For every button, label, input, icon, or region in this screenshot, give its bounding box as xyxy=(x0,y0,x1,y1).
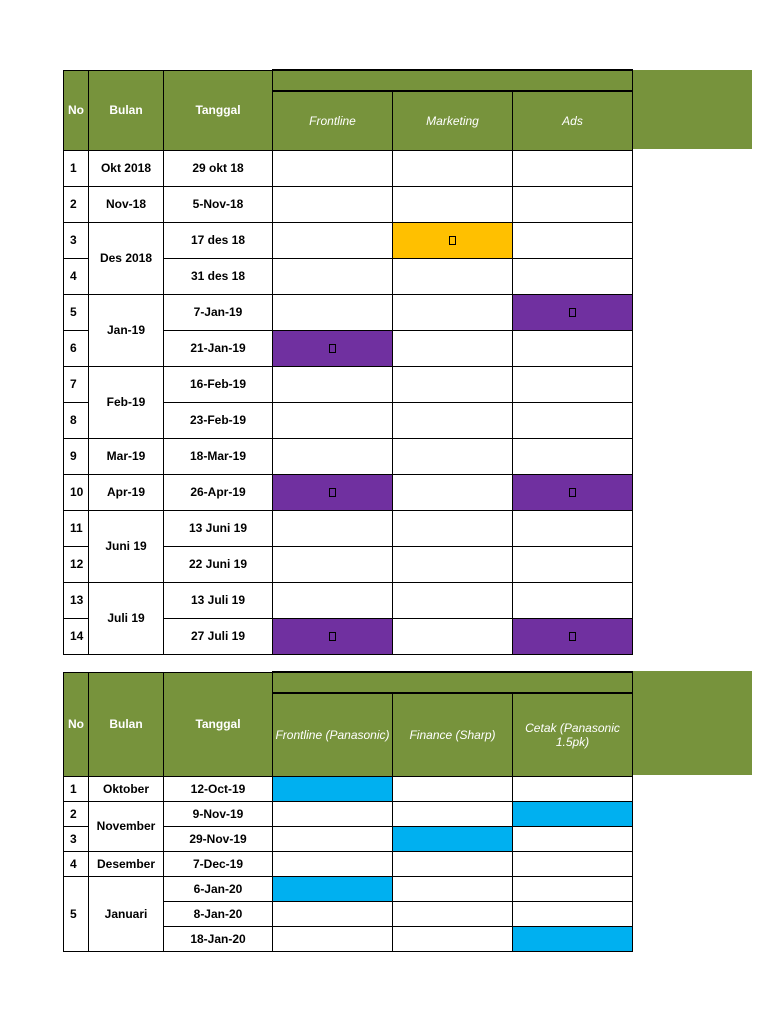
cell-frontline-panasonic xyxy=(273,851,393,876)
row-number: 2 xyxy=(64,801,89,826)
date-cell: 22 Juni 19 xyxy=(164,546,273,582)
scheduled-marker-icon xyxy=(329,488,336,497)
cell-cetak-panasonic xyxy=(513,801,633,826)
cell-finance-sharp xyxy=(393,901,513,926)
col-header-marketing: Marketing xyxy=(393,91,513,150)
cell-ads xyxy=(513,366,633,402)
month-cell: Juli 19 xyxy=(89,582,164,654)
cell-ads xyxy=(513,510,633,546)
cell-marketing xyxy=(393,222,513,258)
cell-frontline-panasonic xyxy=(273,926,393,951)
row-number: 13 xyxy=(64,582,89,618)
col-header-finance-sharp: Finance (Sharp) xyxy=(393,693,513,776)
date-cell: 8-Jan-20 xyxy=(164,901,273,926)
cell-marketing xyxy=(393,546,513,582)
month-cell: November xyxy=(89,801,164,851)
cell-finance-sharp xyxy=(393,801,513,826)
row-number: 3 xyxy=(64,222,89,258)
row-number: 9 xyxy=(64,438,89,474)
cell-finance-sharp xyxy=(393,926,513,951)
row-number: 6 xyxy=(64,330,89,366)
date-cell: 16-Feb-19 xyxy=(164,366,273,402)
month-cell: Feb-19 xyxy=(89,366,164,438)
cell-ads xyxy=(513,222,633,258)
cell-frontline xyxy=(273,150,393,186)
scheduled-marker-icon xyxy=(449,236,456,245)
table-row xyxy=(64,876,633,901)
col-header-no: No xyxy=(64,70,89,150)
date-cell: 7-Dec-19 xyxy=(164,851,273,876)
row-number: 12 xyxy=(64,546,89,582)
cell-cetak-panasonic xyxy=(513,926,633,951)
cell-finance-sharp xyxy=(393,876,513,901)
cell-frontline xyxy=(273,402,393,438)
cell-frontline xyxy=(273,618,393,654)
col-header-no: No xyxy=(64,672,89,776)
schedule-table-2019-2020 xyxy=(63,671,633,952)
schedule-table-2018-2019 xyxy=(63,69,633,655)
date-cell: 13 Juli 19 xyxy=(164,582,273,618)
date-cell: 13 Juni 19 xyxy=(164,510,273,546)
row-number: 8 xyxy=(64,402,89,438)
date-cell: 23-Feb-19 xyxy=(164,402,273,438)
cell-ads xyxy=(513,186,633,222)
cell-marketing xyxy=(393,402,513,438)
cell-marketing xyxy=(393,582,513,618)
date-cell: 21-Jan-19 xyxy=(164,330,273,366)
date-cell: 27 Juli 19 xyxy=(164,618,273,654)
table-row xyxy=(64,222,633,258)
cell-frontline-panasonic xyxy=(273,901,393,926)
month-cell: Jan-19 xyxy=(89,294,164,366)
scheduled-marker-icon xyxy=(329,632,336,641)
cell-marketing xyxy=(393,438,513,474)
col-header-tanggal: Tanggal xyxy=(164,672,273,776)
cell-frontline xyxy=(273,330,393,366)
cell-ads xyxy=(513,258,633,294)
col-header-ads: Ads xyxy=(513,91,633,150)
date-cell: 6-Jan-20 xyxy=(164,876,273,901)
cell-marketing xyxy=(393,618,513,654)
month-cell: Oktober xyxy=(89,776,164,801)
date-cell: 12-Oct-19 xyxy=(164,776,273,801)
scheduled-marker-icon xyxy=(329,344,336,353)
date-cell: 18-Jan-20 xyxy=(164,926,273,951)
month-cell: Mar-19 xyxy=(89,438,164,474)
month-cell: Desember xyxy=(89,851,164,876)
col-header-cetak-panasonic: Cetak (Panasonic 1.5pk) xyxy=(513,693,633,776)
cell-finance-sharp xyxy=(393,776,513,801)
cell-frontline xyxy=(273,438,393,474)
cell-frontline xyxy=(273,510,393,546)
date-cell: 5-Nov-18 xyxy=(164,186,273,222)
table-row xyxy=(64,438,633,474)
month-cell: Des 2018 xyxy=(89,222,164,294)
month-cell: Okt 2018 xyxy=(89,150,164,186)
category-group-header xyxy=(273,70,633,91)
cell-frontline xyxy=(273,294,393,330)
col-header-tanggal: Tanggal xyxy=(164,70,273,150)
cell-marketing xyxy=(393,510,513,546)
cell-frontline xyxy=(273,366,393,402)
date-cell: 31 des 18 xyxy=(164,258,273,294)
cell-marketing xyxy=(393,186,513,222)
cell-marketing xyxy=(393,150,513,186)
cell-marketing xyxy=(393,366,513,402)
cell-ads xyxy=(513,150,633,186)
date-cell: 29-Nov-19 xyxy=(164,826,273,851)
month-cell: Januari xyxy=(89,876,164,951)
table-row xyxy=(64,150,633,186)
table-row xyxy=(64,510,633,546)
month-cell: Apr-19 xyxy=(89,474,164,510)
table-row xyxy=(64,582,633,618)
table-row xyxy=(64,776,633,801)
cell-frontline-panasonic xyxy=(273,776,393,801)
col-header-frontline: Frontline xyxy=(273,91,393,150)
cell-frontline xyxy=(273,546,393,582)
month-cell: Juni 19 xyxy=(89,510,164,582)
cell-ads xyxy=(513,582,633,618)
date-cell: 18-Mar-19 xyxy=(164,438,273,474)
cell-cetak-panasonic xyxy=(513,776,633,801)
table-row xyxy=(64,294,633,330)
cell-ads xyxy=(513,474,633,510)
cell-frontline-panasonic xyxy=(273,826,393,851)
table-row xyxy=(64,474,633,510)
cell-cetak-panasonic xyxy=(513,851,633,876)
cell-frontline xyxy=(273,222,393,258)
cell-cetak-panasonic xyxy=(513,876,633,901)
cell-frontline xyxy=(273,258,393,294)
cell-finance-sharp xyxy=(393,826,513,851)
scheduled-marker-icon xyxy=(569,632,576,641)
cell-marketing xyxy=(393,294,513,330)
row-number: 1 xyxy=(64,776,89,801)
header-band-2 xyxy=(632,671,752,775)
row-number: 4 xyxy=(64,851,89,876)
cell-ads xyxy=(513,438,633,474)
cell-marketing xyxy=(393,474,513,510)
month-cell: Nov-18 xyxy=(89,186,164,222)
cell-ads xyxy=(513,618,633,654)
cell-frontline xyxy=(273,474,393,510)
table-row xyxy=(64,186,633,222)
date-cell: 17 des 18 xyxy=(164,222,273,258)
cell-cetak-panasonic xyxy=(513,826,633,851)
scheduled-marker-icon xyxy=(569,488,576,497)
cell-frontline-panasonic xyxy=(273,801,393,826)
cell-finance-sharp xyxy=(393,851,513,876)
row-number: 14 xyxy=(64,618,89,654)
header-band-1 xyxy=(632,70,752,149)
table-row xyxy=(64,366,633,402)
row-number: 10 xyxy=(64,474,89,510)
date-cell: 9-Nov-19 xyxy=(164,801,273,826)
row-number: 2 xyxy=(64,186,89,222)
cell-marketing xyxy=(393,330,513,366)
cell-frontline xyxy=(273,186,393,222)
date-cell: 26-Apr-19 xyxy=(164,474,273,510)
cell-frontline xyxy=(273,582,393,618)
row-number: 5 xyxy=(64,876,89,951)
col-header-bulan: Bulan xyxy=(89,672,164,776)
scheduled-marker-icon xyxy=(569,308,576,317)
cell-ads xyxy=(513,546,633,582)
cell-ads xyxy=(513,402,633,438)
row-number: 1 xyxy=(64,150,89,186)
cell-cetak-panasonic xyxy=(513,901,633,926)
col-header-frontline-panasonic: Frontline (Panasonic) xyxy=(273,693,393,776)
row-number: 7 xyxy=(64,366,89,402)
date-cell: 29 okt 18 xyxy=(164,150,273,186)
table-row xyxy=(64,851,633,876)
cell-ads xyxy=(513,294,633,330)
row-number: 11 xyxy=(64,510,89,546)
row-number: 5 xyxy=(64,294,89,330)
cell-marketing xyxy=(393,258,513,294)
col-header-bulan: Bulan xyxy=(89,70,164,150)
row-number: 4 xyxy=(64,258,89,294)
cell-frontline-panasonic xyxy=(273,876,393,901)
date-cell: 7-Jan-19 xyxy=(164,294,273,330)
table-row xyxy=(64,801,633,826)
cell-ads xyxy=(513,330,633,366)
category-group-header xyxy=(273,672,633,693)
row-number: 3 xyxy=(64,826,89,851)
